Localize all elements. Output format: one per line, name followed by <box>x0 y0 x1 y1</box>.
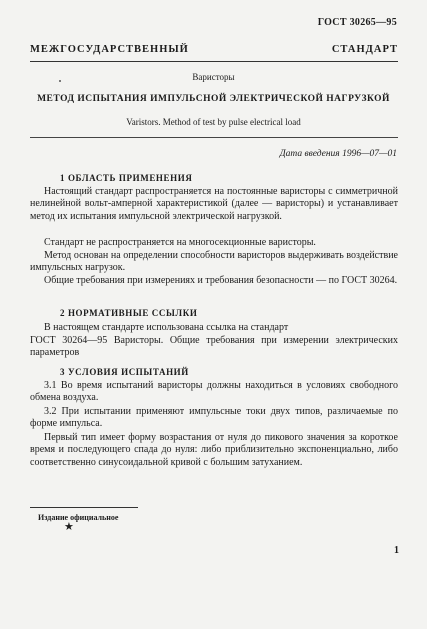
official-edition-label: Издание официальное <box>38 513 119 522</box>
footnote-rule <box>30 507 138 508</box>
document-title: МЕТОД ИСПЫТАНИЯ ИМПУЛЬСНОЙ ЭЛЕКТРИЧЕСКОЙ НАГРУЗКОЙ <box>37 94 390 104</box>
document-subtitle: Варисторы <box>192 72 235 82</box>
paragraph: 3.2 При испытании применяют импульсные токи двух типов, различаемые по форме импульса. <box>30 406 398 430</box>
paragraph: 3.1 Во время испытаний варисторы должны находиться в условиях свободного обмена воздуха. <box>30 380 398 404</box>
paragraph: В настоящем стандарте использована ссылка на стандарт <box>44 322 289 333</box>
header-rule <box>30 61 398 62</box>
paragraph: Общие требования при измерениях и требования безопасности — по ГОСТ 30264. <box>44 275 398 286</box>
paragraph: ГОСТ 30264—95 Варисторы. Общие требования при измерении электрических параметров <box>30 335 398 359</box>
interstate-standard-line: МЕЖГОСУДАРСТВЕННЫЙ СТАНДАРТ <box>30 44 398 55</box>
standard-code: ГОСТ 30265—95 <box>317 17 397 28</box>
introduction-date: Дата введения 1996—07—01 <box>279 149 397 159</box>
section-heading: 1 ОБЛАСТЬ ПРИМЕНЕНИЯ <box>60 173 193 183</box>
paragraph: Стандарт не распространяется на многосекционные варисторы. <box>44 237 316 248</box>
section-heading: 2 НОРМАТИВНЫЕ ССЫЛКИ <box>60 308 198 318</box>
paragraph: Метод основан на определении способности варисторов выдерживать воздействие импульсных нагрузок. <box>30 250 398 274</box>
paragraph: Настоящий стандарт распространяется на постоянные варисторы с симметричной нелинейной вольт-амперной характеристикой (далее — варисторы) и устанавливает метод их испытания импульсной электрической нагрузкой. <box>30 186 398 222</box>
page-number: 1 <box>394 545 399 556</box>
star-icon: ★ <box>64 521 74 533</box>
english-title: Varistors. Method of test by pulse electrical load <box>126 117 301 127</box>
section-heading: 3 УСЛОВИЯ ИСПЫТАНИЙ <box>60 367 189 377</box>
paragraph: Первый тип имеет форму возрастания от нуля до пикового значения за короткое время и последующего спада до нуля: либо приблизительно экспоненциально, либо соответственно синусоидальной кривой с большим затуханием. <box>30 432 398 468</box>
title-rule <box>30 137 398 138</box>
